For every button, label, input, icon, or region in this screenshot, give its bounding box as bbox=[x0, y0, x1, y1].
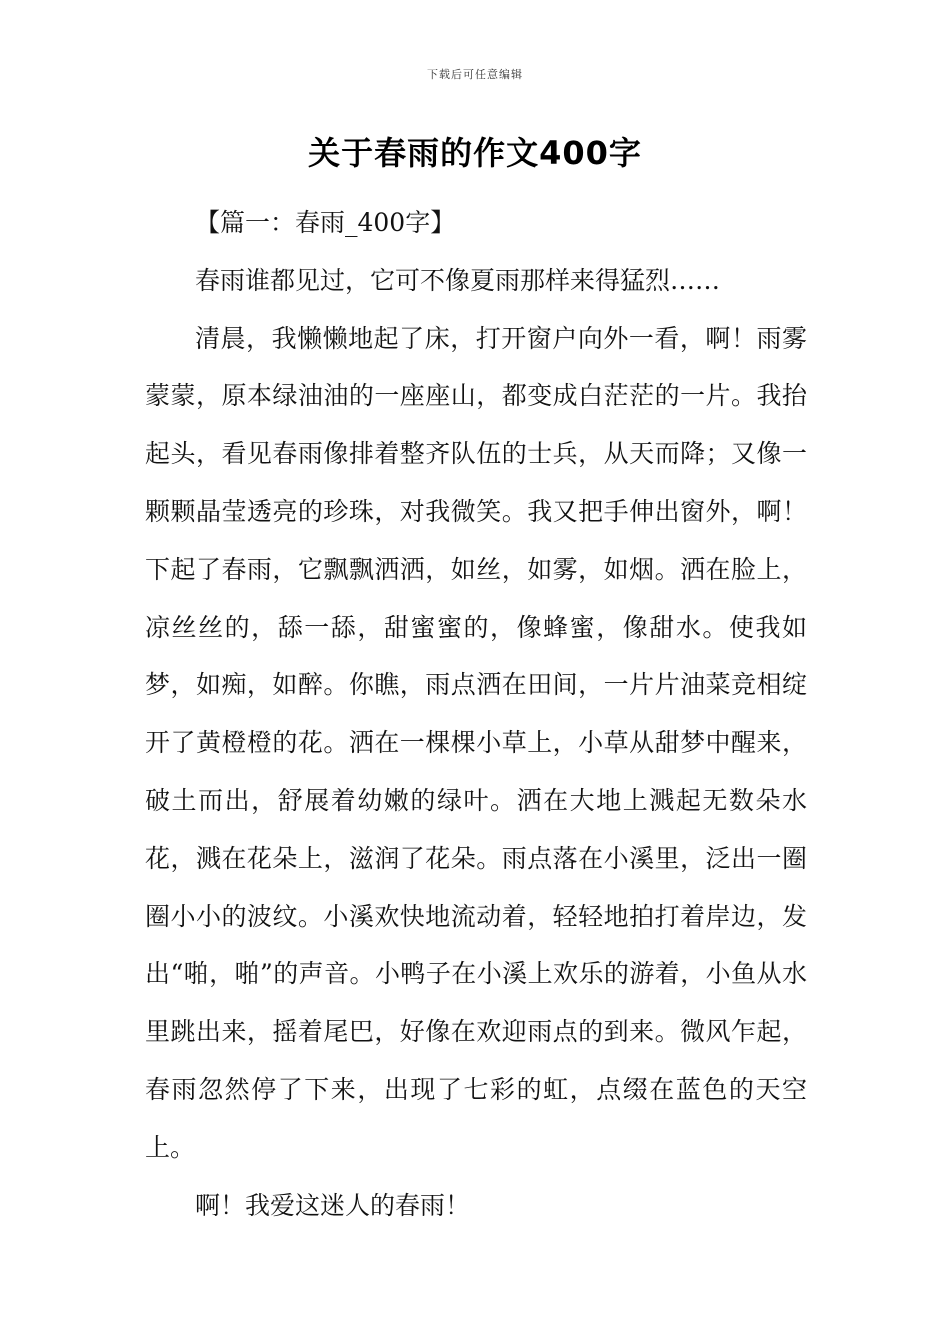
page-title: 关于春雨的作文400字 bbox=[308, 134, 642, 172]
paragraph-intro: 春雨谁都见过，它可不像夏雨那样来得猛烈…… bbox=[195, 265, 721, 295]
paragraph-main: 清晨，我懒懒地起了床，打开窗户向外一看，啊！雨雾蒙蒙，原本绿油油的一座座山，都变成白茫茫的一片。我抬起头，看见春雨像排着整齐队伍的士兵，从天而降；又像一颗颗晶莹透亮的珍珠，对我微笑。我又把手伸出窗外，啊！下起了春雨，它飘飘洒洒，如丝，如雾，如烟。洒在脸上，凉丝丝的，舔一舔，甜蜜蜜的，像蜂蜜，像甜水。使我如梦，如痴，如醉。你瞧，雨点洒在田间，一片片油菜竞相绽开了黄橙橙的花。洒在一棵棵小草上，小草从甜梦中醒来，破土而出，舒展着幼嫩的绿叶。洒在大地上溅起无数朵水花，溅在花朵上，滋润了花朵。雨点落在小溪里，泛出一圈圈小小的波纹。小溪欢快地流动着，轻轻地拍打着岸边，发出“啪，啪”的声音。小鸭子在小溪上欢乐的游着，小鱼从水里跳出来，摇着尾巴，好像在欢迎雨点的到来。微风乍起，春雨忽然停了下来，出现了七彩的虹，点缀在蓝色的天空上。 bbox=[145, 323, 807, 1162]
section-heading: 【篇一：春雨_400字】 bbox=[195, 208, 456, 237]
header-note: 下载后可任意编辑 bbox=[427, 68, 523, 81]
document-body bbox=[145, 194, 807, 1234]
paragraph-closing: 啊！我爱这迷人的春雨！ bbox=[195, 1190, 471, 1220]
